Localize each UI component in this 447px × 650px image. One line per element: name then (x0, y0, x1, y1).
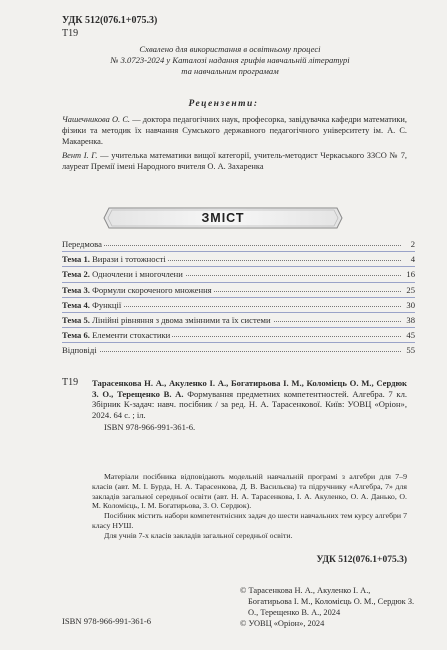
copyright-line: © Тарасенкова Н. А., Акуленко І. А., Богатирьова І. М., Коломієць О. М., Сердюк З. О., Терещенко В. А., 2024 (240, 586, 415, 617)
toc-entry (62, 283, 415, 298)
toc-entry-label: Функції (92, 299, 122, 310)
udk-code-bottom: УДК 512(076.1+075.3) (316, 555, 407, 565)
toc-entry-label: Одночлени і многочлени (92, 269, 183, 280)
toc-page-number: 38 (406, 314, 415, 325)
toc-leader-dots (62, 245, 401, 246)
toc-entry-label: Лінійні рівняння з двома змінними та їх системи (92, 314, 271, 325)
reviewer-entry (62, 114, 407, 148)
annotation-paragraph: Матеріали посібника відповідають модельній навчальній програмі з алгебри для 7–9 класів (авт. М. І. Бурда, Н. А. Тарасенкова, Д. В. Васильєва) та підручнику «Алгебра, 7» для закладів загальної середньої освіти (авт. Н. А. Тарасенкова, І. А. Акуленко, О. А. Данько, О. М. Коломієць, І. М. Богатирьова, З. О. Сердюк). (92, 472, 407, 511)
reviewers-heading: Рецензенти: (188, 99, 259, 109)
copyright-block (240, 585, 415, 629)
approval-note (70, 44, 390, 77)
approval-line: Схвалено для використання в освітньому процесі (139, 44, 321, 54)
reviewer-description: — доктора педагогічних наук, професорка, завідувачка кафедри математики, фізики та методик їх навчання Сумського державного педагогічного університету ім. А. С. Макаренка. (62, 115, 407, 147)
record-authors: Тарасенкова Н. А., Акуленко І. А., Богатирьова І. М., Коломієць О. М., Сердюк З. О., Терещенко В. А. (92, 378, 407, 399)
table-of-contents (62, 237, 415, 358)
toc-entry (62, 298, 415, 313)
toc-entry-label: Відповіді (62, 345, 97, 356)
isbn: ISBN 978-966-991-361-6 (62, 616, 152, 626)
toc-entry (62, 313, 415, 328)
reviewer-entry (62, 150, 407, 172)
toc-entry-label: Передмова (62, 239, 102, 249)
toc-topic-number: Тема 6. (62, 330, 90, 341)
toc-page-number: 45 (406, 330, 415, 341)
approval-line: та навчальним програмам (181, 66, 279, 76)
reviewer-description: — учителька математики вищої категорії, учитель-методист Черкаського ЗЗСО № 7, лауреат Премії імені Народного вчителя О. А. Захаренка (62, 151, 407, 172)
record-body (92, 378, 407, 433)
toc-topic-number: Тема 4. (62, 299, 90, 310)
toc-page-number: 55 (406, 345, 415, 356)
toc-page-number: 16 (406, 269, 415, 280)
toc-entry (62, 343, 415, 357)
toc-entry (62, 252, 415, 267)
record-library-code: Т19 (62, 377, 79, 388)
toc-topic-number: Тема 3. (62, 284, 90, 295)
udk-code: УДК 512(076.1+075.3) (62, 15, 158, 26)
approval-line: № 3.0723-2024 у Каталозі надання грифів навчальній літературі (110, 55, 350, 65)
toc-leader-dots (62, 351, 401, 352)
toc-page-number: 30 (406, 299, 415, 310)
record-isbn: ISBN 978-966-991-361-6. (104, 422, 196, 433)
toc-page-number: 4 (410, 254, 415, 265)
reviewer-name: Вент І. Г. (62, 151, 98, 160)
annotation-paragraph: Посібник містить набори компетентнісних задач до шести навчальних тем курсу алгебри 7 класу НУШ. (92, 511, 407, 530)
toc-entry (62, 267, 415, 282)
toc-entry (62, 237, 415, 252)
toc-entry (62, 328, 415, 343)
toc-topic-number: Тема 2. (62, 269, 90, 280)
toc-topic-number: Тема 1. (62, 254, 90, 265)
contents-title: ЗМІСТ (201, 211, 245, 225)
annotation (92, 472, 407, 541)
annotation-paragraph: Для учнів 7-х класів закладів загальної середньої освіти. (104, 530, 293, 540)
reviewer-name: Чашечникова О. С. (62, 115, 131, 124)
copyright-line: © УОВЦ «Оріон», 2024 (240, 619, 325, 628)
toc-entry-label: Вирази і тотожності (92, 254, 166, 265)
toc-topic-number: Тема 5. (62, 314, 90, 325)
toc-entry-label: Елементи стохастики (92, 330, 171, 341)
contents-title-banner (103, 207, 343, 229)
toc-entry-label: Формули скороченого множення (92, 284, 212, 295)
record-description: Формування предметних компетентностей. Алгебра. 7 кл. Збірник К-задач: навч. посібник / за ред. Н. А. Тарасенкової. Київ: УОВЦ «Оріон», 2024. 64 с. ; іл. (92, 388, 408, 420)
toc-page-number: 2 (410, 239, 415, 249)
toc-page-number: 25 (406, 284, 415, 295)
library-code: Т19 (62, 28, 79, 39)
